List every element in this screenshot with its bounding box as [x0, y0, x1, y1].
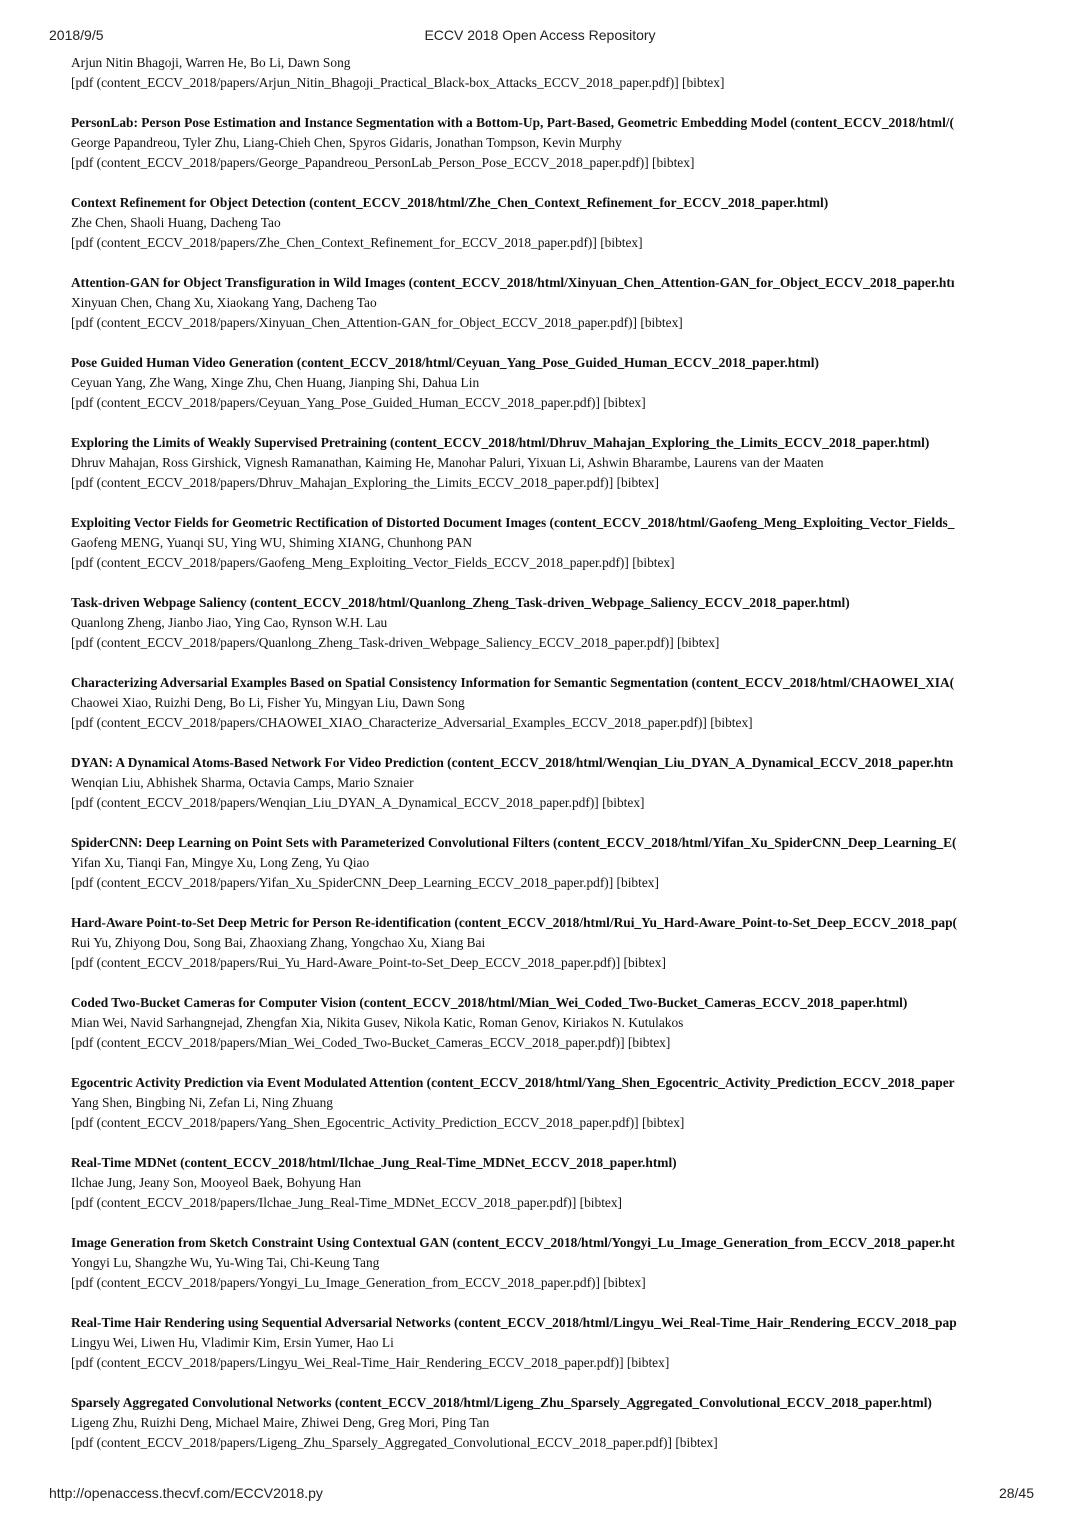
paper-entry	[71, 513, 1033, 573]
paper-entry	[71, 1233, 1033, 1293]
paper-title-link[interactable]: SpiderCNN: Deep Learning on Point Sets with Parameterized Convolutional Filters (content_ECCV_2018/html/Yifan_Xu_SpiderCNN_Deep_Learning_E(	[71, 835, 957, 850]
paper-pdf-bibtex-links[interactable]: [pdf (content_ECCV_2018/papers/Mian_Wei_Coded_Two-Bucket_Cameras_ECCV_2018_paper.pdf)] [bibtex]	[71, 1035, 671, 1050]
paper-title-link[interactable]: Exploring the Limits of Weakly Supervised Pretraining (content_ECCV_2018/html/Dhruv_Mahajan_Exploring_the_Limits_ECCV_2018_paper.html)	[71, 435, 930, 450]
paper-authors: Yongyi Lu, Shangzhe Wu, Yu-Wing Tai, Chi-Keung Tang	[71, 1255, 380, 1270]
paper-entry	[71, 433, 1033, 493]
page-header-title: ECCV 2018 Open Access Repository	[424, 27, 656, 43]
paper-pdf-bibtex-links[interactable]: [pdf (content_ECCV_2018/papers/Wenqian_Liu_DYAN_A_Dynamical_ECCV_2018_paper.pdf)] [bibtex]	[71, 795, 645, 810]
paper-entry	[71, 193, 1033, 253]
paper-title-link[interactable]: Real-Time MDNet (content_ECCV_2018/html/Ilchae_Jung_Real-Time_MDNet_ECCV_2018_paper.html)	[71, 1155, 677, 1170]
paper-entry	[71, 1153, 1033, 1213]
paper-pdf-bibtex-links[interactable]: [pdf (content_ECCV_2018/papers/Arjun_Nitin_Bhagoji_Practical_Black-box_Attacks_ECCV_2018_paper.pdf)] [bibtex]	[71, 75, 725, 90]
paper-list	[71, 53, 1033, 1453]
paper-entry	[71, 993, 1033, 1053]
paper-pdf-bibtex-links[interactable]: [pdf (content_ECCV_2018/papers/Ligeng_Zhu_Sparsely_Aggregated_Convolutional_ECCV_2018_paper.pdf)] [bibtex]	[71, 1435, 718, 1450]
paper-title-link[interactable]: Attention-GAN for Object Transfiguration in Wild Images (content_ECCV_2018/html/Xinyuan_Chen_Attention-GAN_for_Object_ECCV_2018_paper.htı	[71, 275, 955, 290]
paper-authors: Chaowei Xiao, Ruizhi Deng, Bo Li, Fisher Yu, Mingyan Liu, Dawn Song	[71, 695, 465, 710]
paper-authors: Zhe Chen, Shaoli Huang, Dacheng Tao	[71, 215, 281, 230]
paper-title-link[interactable]: Hard-Aware Point-to-Set Deep Metric for Person Re-identification (content_ECCV_2018/html/Rui_Yu_Hard-Aware_Point-to-Set_Deep_ECCV_2018_pap(	[71, 915, 958, 930]
paper-entry	[71, 913, 1033, 973]
paper-authors: Arjun Nitin Bhagoji, Warren He, Bo Li, Dawn Song	[71, 55, 351, 70]
paper-authors: Quanlong Zheng, Jianbo Jiao, Ying Cao, Rynson W.H. Lau	[71, 615, 388, 630]
paper-authors: Rui Yu, Zhiyong Dou, Song Bai, Zhaoxiang Zhang, Yongchao Xu, Xiang Bai	[71, 935, 486, 950]
paper-pdf-bibtex-links[interactable]: [pdf (content_ECCV_2018/papers/CHAOWEI_XIAO_Characterize_Adversarial_Examples_ECCV_2018_paper.pdf)] [bibtex]	[71, 715, 753, 730]
paper-pdf-bibtex-links[interactable]: [pdf (content_ECCV_2018/papers/George_Papandreou_PersonLab_Person_Pose_ECCV_2018_paper.pdf)] [bibtex]	[71, 155, 695, 170]
paper-authors: Dhruv Mahajan, Ross Girshick, Vignesh Ramanathan, Kaiming He, Manohar Paluri, Yixuan Li, Ashwin Bharambe, Laurens van der Maaten	[71, 455, 824, 470]
paper-entry	[71, 113, 1033, 173]
paper-pdf-bibtex-links[interactable]: [pdf (content_ECCV_2018/papers/Rui_Yu_Hard-Aware_Point-to-Set_Deep_ECCV_2018_paper.pdf)] [bibtex]	[71, 955, 666, 970]
paper-entry	[71, 1073, 1033, 1133]
paper-pdf-bibtex-links[interactable]: [pdf (content_ECCV_2018/papers/Lingyu_Wei_Real-Time_Hair_Rendering_ECCV_2018_paper.pdf)] [bibtex]	[71, 1355, 670, 1370]
paper-title-link[interactable]: Characterizing Adversarial Examples Based on Spatial Consistency Information for Semantic Segmentation (content_ECCV_2018/html/CHAOWEI_XIA(	[71, 675, 955, 690]
paper-pdf-bibtex-links[interactable]: [pdf (content_ECCV_2018/papers/Xinyuan_Chen_Attention-GAN_for_Object_ECCV_2018_paper.pdf)] [bibtex]	[71, 315, 683, 330]
footer-url: http://openaccess.thecvf.com/ECCV2018.py	[49, 1485, 323, 1501]
paper-authors: George Papandreou, Tyler Zhu, Liang-Chieh Chen, Spyros Gidaris, Jonathan Tompson, Kevin Murphy	[71, 135, 622, 150]
paper-pdf-bibtex-links[interactable]: [pdf (content_ECCV_2018/papers/Quanlong_Zheng_Task-driven_Webpage_Saliency_ECCV_2018_paper.pdf)] [bibtex]	[71, 635, 720, 650]
paper-title-link[interactable]: PersonLab: Person Pose Estimation and Instance Segmentation with a Bottom-Up, Part-Based, Geometric Embedding Model (content_ECCV_2018/html/(	[71, 115, 954, 130]
paper-title-link[interactable]: DYAN: A Dynamical Atoms-Based Network For Video Prediction (content_ECCV_2018/html/Wenqian_Liu_DYAN_A_Dynamical_ECCV_2018_paper.htn	[71, 755, 954, 770]
page-number: 28/45	[998, 1485, 1034, 1501]
paper-pdf-bibtex-links[interactable]: [pdf (content_ECCV_2018/papers/Yang_Shen_Egocentric_Activity_Prediction_ECCV_2018_paper.pdf)] [bibtex]	[71, 1115, 685, 1130]
paper-entry	[71, 273, 1033, 333]
paper-authors: Ceyuan Yang, Zhe Wang, Xinge Zhu, Chen Huang, Jianping Shi, Dahua Lin	[71, 375, 480, 390]
paper-authors: Wenqian Liu, Abhishek Sharma, Octavia Camps, Mario Sznaier	[71, 775, 414, 790]
paper-authors: Lingyu Wei, Liwen Hu, Vladimir Kim, Ersin Yumer, Hao Li	[71, 1335, 394, 1350]
paper-title-link[interactable]: Real-Time Hair Rendering using Sequential Adversarial Networks (content_ECCV_2018/html/Lingyu_Wei_Real-Time_Hair_Rendering_ECCV_2018_pap	[71, 1315, 957, 1330]
paper-entry	[71, 353, 1033, 413]
print-date: 2018/9/5	[49, 27, 104, 43]
paper-entry	[71, 753, 1033, 813]
paper-pdf-bibtex-links[interactable]: [pdf (content_ECCV_2018/papers/Ilchae_Jung_Real-Time_MDNet_ECCV_2018_paper.pdf)] [bibtex]	[71, 1195, 623, 1210]
paper-authors: Mian Wei, Navid Sarhangnejad, Zhengfan Xia, Nikita Gusev, Nikola Katic, Roman Genov, Kiriakos N. Kutulakos	[71, 1015, 684, 1030]
paper-authors: Yang Shen, Bingbing Ni, Zefan Li, Ning Zhuang	[71, 1095, 333, 1110]
paper-title-link[interactable]: Egocentric Activity Prediction via Event Modulated Attention (content_ECCV_2018/html/Yang_Shen_Egocentric_Activity_Prediction_ECCV_2018_paper	[71, 1075, 955, 1090]
paper-title-link[interactable]: Pose Guided Human Video Generation (content_ECCV_2018/html/Ceyuan_Yang_Pose_Guided_Human_ECCV_2018_paper.html)	[71, 355, 819, 370]
paper-entry	[71, 1393, 1033, 1453]
paper-authors: Xinyuan Chen, Chang Xu, Xiaokang Yang, Dacheng Tao	[71, 295, 377, 310]
paper-pdf-bibtex-links[interactable]: [pdf (content_ECCV_2018/papers/Dhruv_Mahajan_Exploring_the_Limits_ECCV_2018_paper.pdf)] [bibtex]	[71, 475, 659, 490]
paper-entry	[71, 53, 1033, 93]
paper-title-link[interactable]: Context Refinement for Object Detection (content_ECCV_2018/html/Zhe_Chen_Context_Refinement_for_ECCV_2018_paper.html)	[71, 195, 829, 210]
paper-pdf-bibtex-links[interactable]: [pdf (content_ECCV_2018/papers/Zhe_Chen_Context_Refinement_for_ECCV_2018_paper.pdf)] [bibtex]	[71, 235, 643, 250]
paper-title-link[interactable]: Image Generation from Sketch Constraint Using Contextual GAN (content_ECCV_2018/html/Yongyi_Lu_Image_Generation_from_ECCV_2018_paper.ht	[71, 1235, 955, 1250]
paper-pdf-bibtex-links[interactable]: [pdf (content_ECCV_2018/papers/Gaofeng_Meng_Exploiting_Vector_Fields_ECCV_2018_paper.pdf)] [bibtex]	[71, 555, 675, 570]
paper-entry	[71, 673, 1033, 733]
paper-authors: Ilchae Jung, Jeany Son, Mooyeol Baek, Bohyung Han	[71, 1175, 362, 1190]
paper-authors: Ligeng Zhu, Ruizhi Deng, Michael Maire, Zhiwei Deng, Greg Mori, Ping Tan	[71, 1415, 490, 1430]
paper-pdf-bibtex-links[interactable]: [pdf (content_ECCV_2018/papers/Yifan_Xu_SpiderCNN_Deep_Learning_ECCV_2018_paper.pdf)] [bibtex]	[71, 875, 659, 890]
paper-entry	[71, 833, 1033, 893]
paper-pdf-bibtex-links[interactable]: [pdf (content_ECCV_2018/papers/Yongyi_Lu_Image_Generation_from_ECCV_2018_paper.pdf)] [bibtex]	[71, 1275, 646, 1290]
paper-pdf-bibtex-links[interactable]: [pdf (content_ECCV_2018/papers/Ceyuan_Yang_Pose_Guided_Human_ECCV_2018_paper.pdf)] [bibtex]	[71, 395, 646, 410]
paper-authors: Gaofeng MENG, Yuanqi SU, Ying WU, Shiming XIANG, Chunhong PAN	[71, 535, 473, 550]
paper-entry	[71, 1313, 1033, 1373]
paper-title-link[interactable]: Exploiting Vector Fields for Geometric Rectification of Distorted Document Images (content_ECCV_2018/html/Gaofeng_Meng_Exploiting_Vector_Fields_	[71, 515, 955, 530]
paper-title-link[interactable]: Coded Two-Bucket Cameras for Computer Vision (content_ECCV_2018/html/Mian_Wei_Coded_Two-Bucket_Cameras_ECCV_2018_paper.html)	[71, 995, 908, 1010]
paper-title-link[interactable]: Task-driven Webpage Saliency (content_ECCV_2018/html/Quanlong_Zheng_Task-driven_Webpage_Saliency_ECCV_2018_paper.html)	[71, 595, 850, 610]
paper-authors: Yifan Xu, Tianqi Fan, Mingye Xu, Long Zeng, Yu Qiao	[71, 855, 370, 870]
paper-entry	[71, 593, 1033, 653]
paper-title-link[interactable]: Sparsely Aggregated Convolutional Networks (content_ECCV_2018/html/Ligeng_Zhu_Sparsely_Aggregated_Convolutional_ECCV_2018_paper.html)	[71, 1395, 932, 1410]
